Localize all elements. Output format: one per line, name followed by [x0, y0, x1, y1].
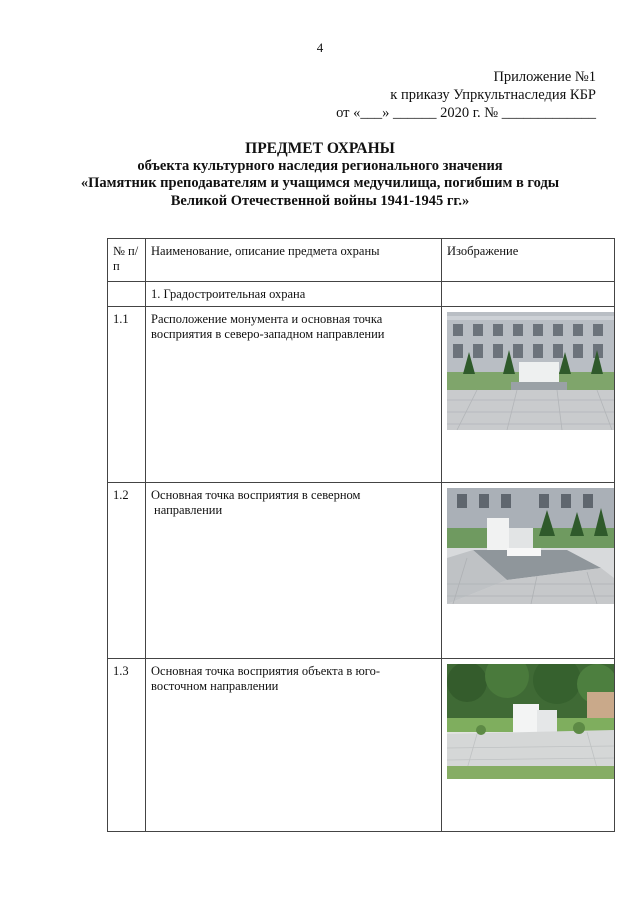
section-title: 1. Градостроительная охрана [146, 282, 442, 307]
row-description-line-1: Расположение монумента и основная точка [151, 312, 383, 326]
row-photo-cell [442, 659, 615, 832]
row-number: 1.2 [108, 483, 146, 659]
section-image-cell [442, 282, 615, 307]
monument-photo-north [447, 488, 614, 604]
header-number: № п/п [108, 239, 146, 282]
row-description-line-2: направлении [154, 503, 223, 517]
table-row [108, 307, 615, 483]
table-row [108, 483, 615, 659]
row-number: 1.3 [108, 659, 146, 832]
row-description [146, 307, 442, 483]
appendix-line-3: от «___» ______ 2020 г. № _____________ [336, 105, 596, 121]
row-description [146, 483, 442, 659]
protection-table [107, 238, 615, 832]
title-line-1: ПРЕДМЕТ ОХРАНЫ [245, 140, 395, 157]
page-number: 4 [316, 40, 324, 55]
row-description-line-1: Основная точка восприятия в северном [151, 488, 361, 502]
row-description-line-2: восприятия в северо-западном направлении [151, 327, 385, 341]
table-header-row [108, 239, 615, 282]
row-photo-cell [442, 483, 615, 659]
monument-photo-northwest [447, 312, 614, 430]
appendix-line-2: к приказу Упркультнаследия КБР [390, 87, 596, 103]
row-description-line-2: восточном направлении [151, 679, 279, 693]
header-image: Изображение [442, 239, 615, 282]
row-description [146, 659, 442, 832]
row-photo-cell [442, 307, 615, 483]
row-description-line-1: Основная точка восприятия объекта в юго- [151, 664, 381, 678]
monument-photo-southeast [447, 664, 614, 779]
table-row [108, 659, 615, 832]
appendix-header [276, 68, 596, 122]
title-line-3: «Памятник преподавателям и учащимся медучилища, погибшим в годы [80, 175, 560, 191]
title-line-4: Великой Отечественной войны 1941-1945 гг.» [170, 192, 470, 209]
section-number-cell [108, 282, 146, 307]
appendix-line-1: Приложение №1 [493, 69, 596, 85]
title-line-2: объекта культурного наследия регионального значения [137, 157, 503, 174]
section-row [108, 282, 615, 307]
header-description: Наименование, описание предмета охраны [146, 239, 442, 282]
document-title [40, 140, 600, 210]
row-number: 1.1 [108, 307, 146, 483]
